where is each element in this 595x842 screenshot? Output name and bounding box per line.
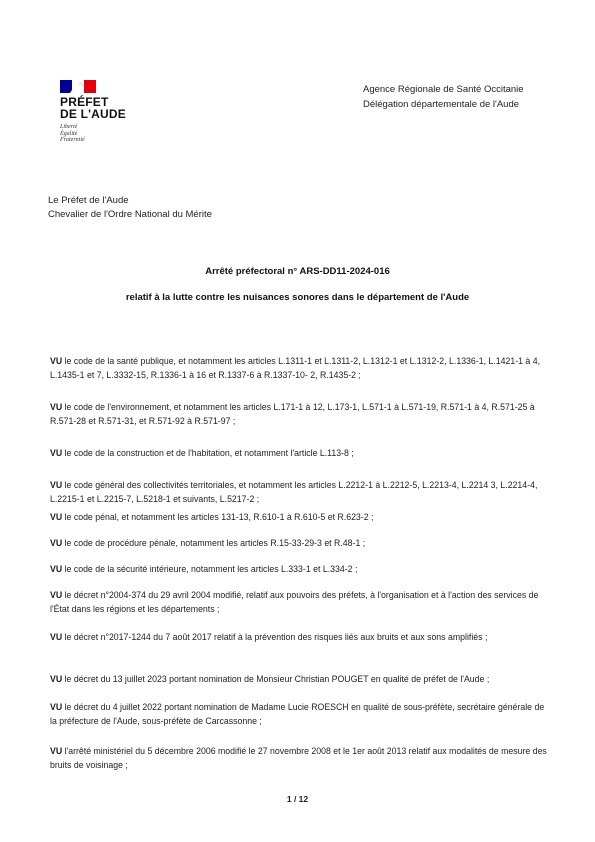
- consideration-prefix: VU: [50, 564, 63, 574]
- motto-egalite: Égalité: [60, 130, 78, 137]
- agency-line2: Délégation départementale de l'Aude: [363, 99, 520, 110]
- consideration-item: [50, 354, 550, 382]
- decree-number-title: Arrêté préfectoral n° ARS-DD11-2024-016: [205, 266, 390, 277]
- motto-fraternite: Fraternité: [60, 137, 85, 143]
- consideration-text: le décret du 4 juillet 2022 portant nomination de Madame Lucie ROESCH en qualité de sous-préfète, secrétaire générale de la préfecture de l'Aude, sous-préfète de Carcassonne ;: [50, 702, 545, 726]
- consideration-text: le code général des collectivités territoriales, et notamment les articles L.2212-1 à L.2212-5, L.2213-4, L.2214 3, L.2214-4, L.2215-1 et L.2215-7, L.5218-1 et suivants, L.5217-2 ;: [50, 480, 538, 504]
- consideration-prefix: VU: [50, 632, 63, 642]
- consideration-text: le code de procédure pénale, notamment les articles R.15-33-29-3 et R.48-1 ;: [62, 538, 366, 548]
- consideration-item: [50, 700, 550, 728]
- consideration-prefix: VU: [50, 702, 63, 712]
- consideration-item: [50, 630, 550, 644]
- logo-motto: [60, 124, 85, 144]
- consideration-item: [50, 478, 550, 506]
- consideration-item: [50, 672, 550, 686]
- consideration-text: le code pénal, et notamment les articles 131-13, R.610-1 à R.610-5 et R.623-2 ;: [62, 512, 374, 522]
- consideration-text: le code de la santé publique, et notamment les articles L.1311-1 et L.1311-2, L.1312-1 et L.1312-2, L.1336-1, L.1421-1 à 4, L.1435-1 et 7, L.3332-15, R.1336-1 à 16 et R.1337-6 à R.1337-10- 2, R.1435-2 ;: [50, 356, 541, 380]
- logo-title: [60, 96, 126, 120]
- consideration-prefix: VU: [50, 512, 63, 522]
- consideration-prefix: VU: [50, 538, 63, 548]
- prefect-line2: Chevalier de l'Ordre National du Mérite: [48, 208, 212, 220]
- consideration-prefix: VU: [50, 590, 63, 600]
- logo-title-line2: DE L'AUDE: [60, 107, 126, 121]
- consideration-text: le code de la sécurité intérieure, notamment les articles L.333-1 et L.334-2 ;: [62, 564, 358, 574]
- consideration-prefix: VU: [50, 402, 63, 412]
- agency-header: [363, 82, 524, 112]
- prefect-line1: Le Préfet de l'Aude: [48, 195, 129, 206]
- decree-subject-title: relatif à la lutte contre les nuisances sonores dans le département de l'Aude: [125, 292, 470, 303]
- consideration-item: [50, 588, 550, 616]
- consideration-prefix: VU: [50, 674, 63, 684]
- motto-liberte: Liberté: [60, 124, 78, 130]
- consideration-prefix: VU: [50, 448, 63, 458]
- consideration-item: [50, 510, 550, 524]
- consideration-text: le décret n°2004-374 du 29 avril 2004 modifié, relatif aux pouvoirs des préfets, à l'organisation et à l'action des services de l'État dans les régions et les départements ;: [50, 590, 539, 614]
- consideration-text: l'arrêté ministériel du 5 décembre 2006 modifié le 27 novembre 2008 et le 1er août 2013 relatif aux modalités de mesure des bruits de voisinage ;: [50, 746, 547, 770]
- republic-marianne-logo-icon: [60, 80, 96, 93]
- consideration-item: [50, 562, 550, 576]
- prefect-signatory: [48, 194, 212, 221]
- page-number: 1 / 12: [286, 794, 309, 804]
- consideration-prefix: VU: [50, 480, 63, 490]
- consideration-text: le décret n°2017-1244 du 7 août 2017 relatif à la prévention des risques liés aux bruits et aux sons amplifiés ;: [62, 632, 488, 642]
- consideration-item: [50, 744, 550, 772]
- consideration-text: le décret du 13 juillet 2023 portant nomination de Monsieur Christian POUGET en qualité de préfet de l'Aude ;: [62, 674, 490, 684]
- logo-title-line1: PRÉFET: [60, 95, 109, 109]
- consideration-prefix: VU: [50, 356, 63, 366]
- consideration-item: [50, 536, 550, 550]
- consideration-prefix: VU: [50, 746, 63, 756]
- agency-line1: Agence Régionale de Santé Occitanie: [363, 84, 524, 95]
- consideration-text: le code de la construction et de l'habitation, et notamment l'article L.113-8 ;: [62, 448, 354, 458]
- consideration-item: [50, 400, 550, 428]
- consideration-text: le code de l'environnement, et notamment les articles L.171-1 à 12, L.173-1, L.571-1 à L.571-19, R.571-1 à 4, R.571-25 à R.571-28 et R.571-31, et R.571-92 à R.571-97 ;: [50, 402, 535, 426]
- consideration-item: [50, 446, 550, 460]
